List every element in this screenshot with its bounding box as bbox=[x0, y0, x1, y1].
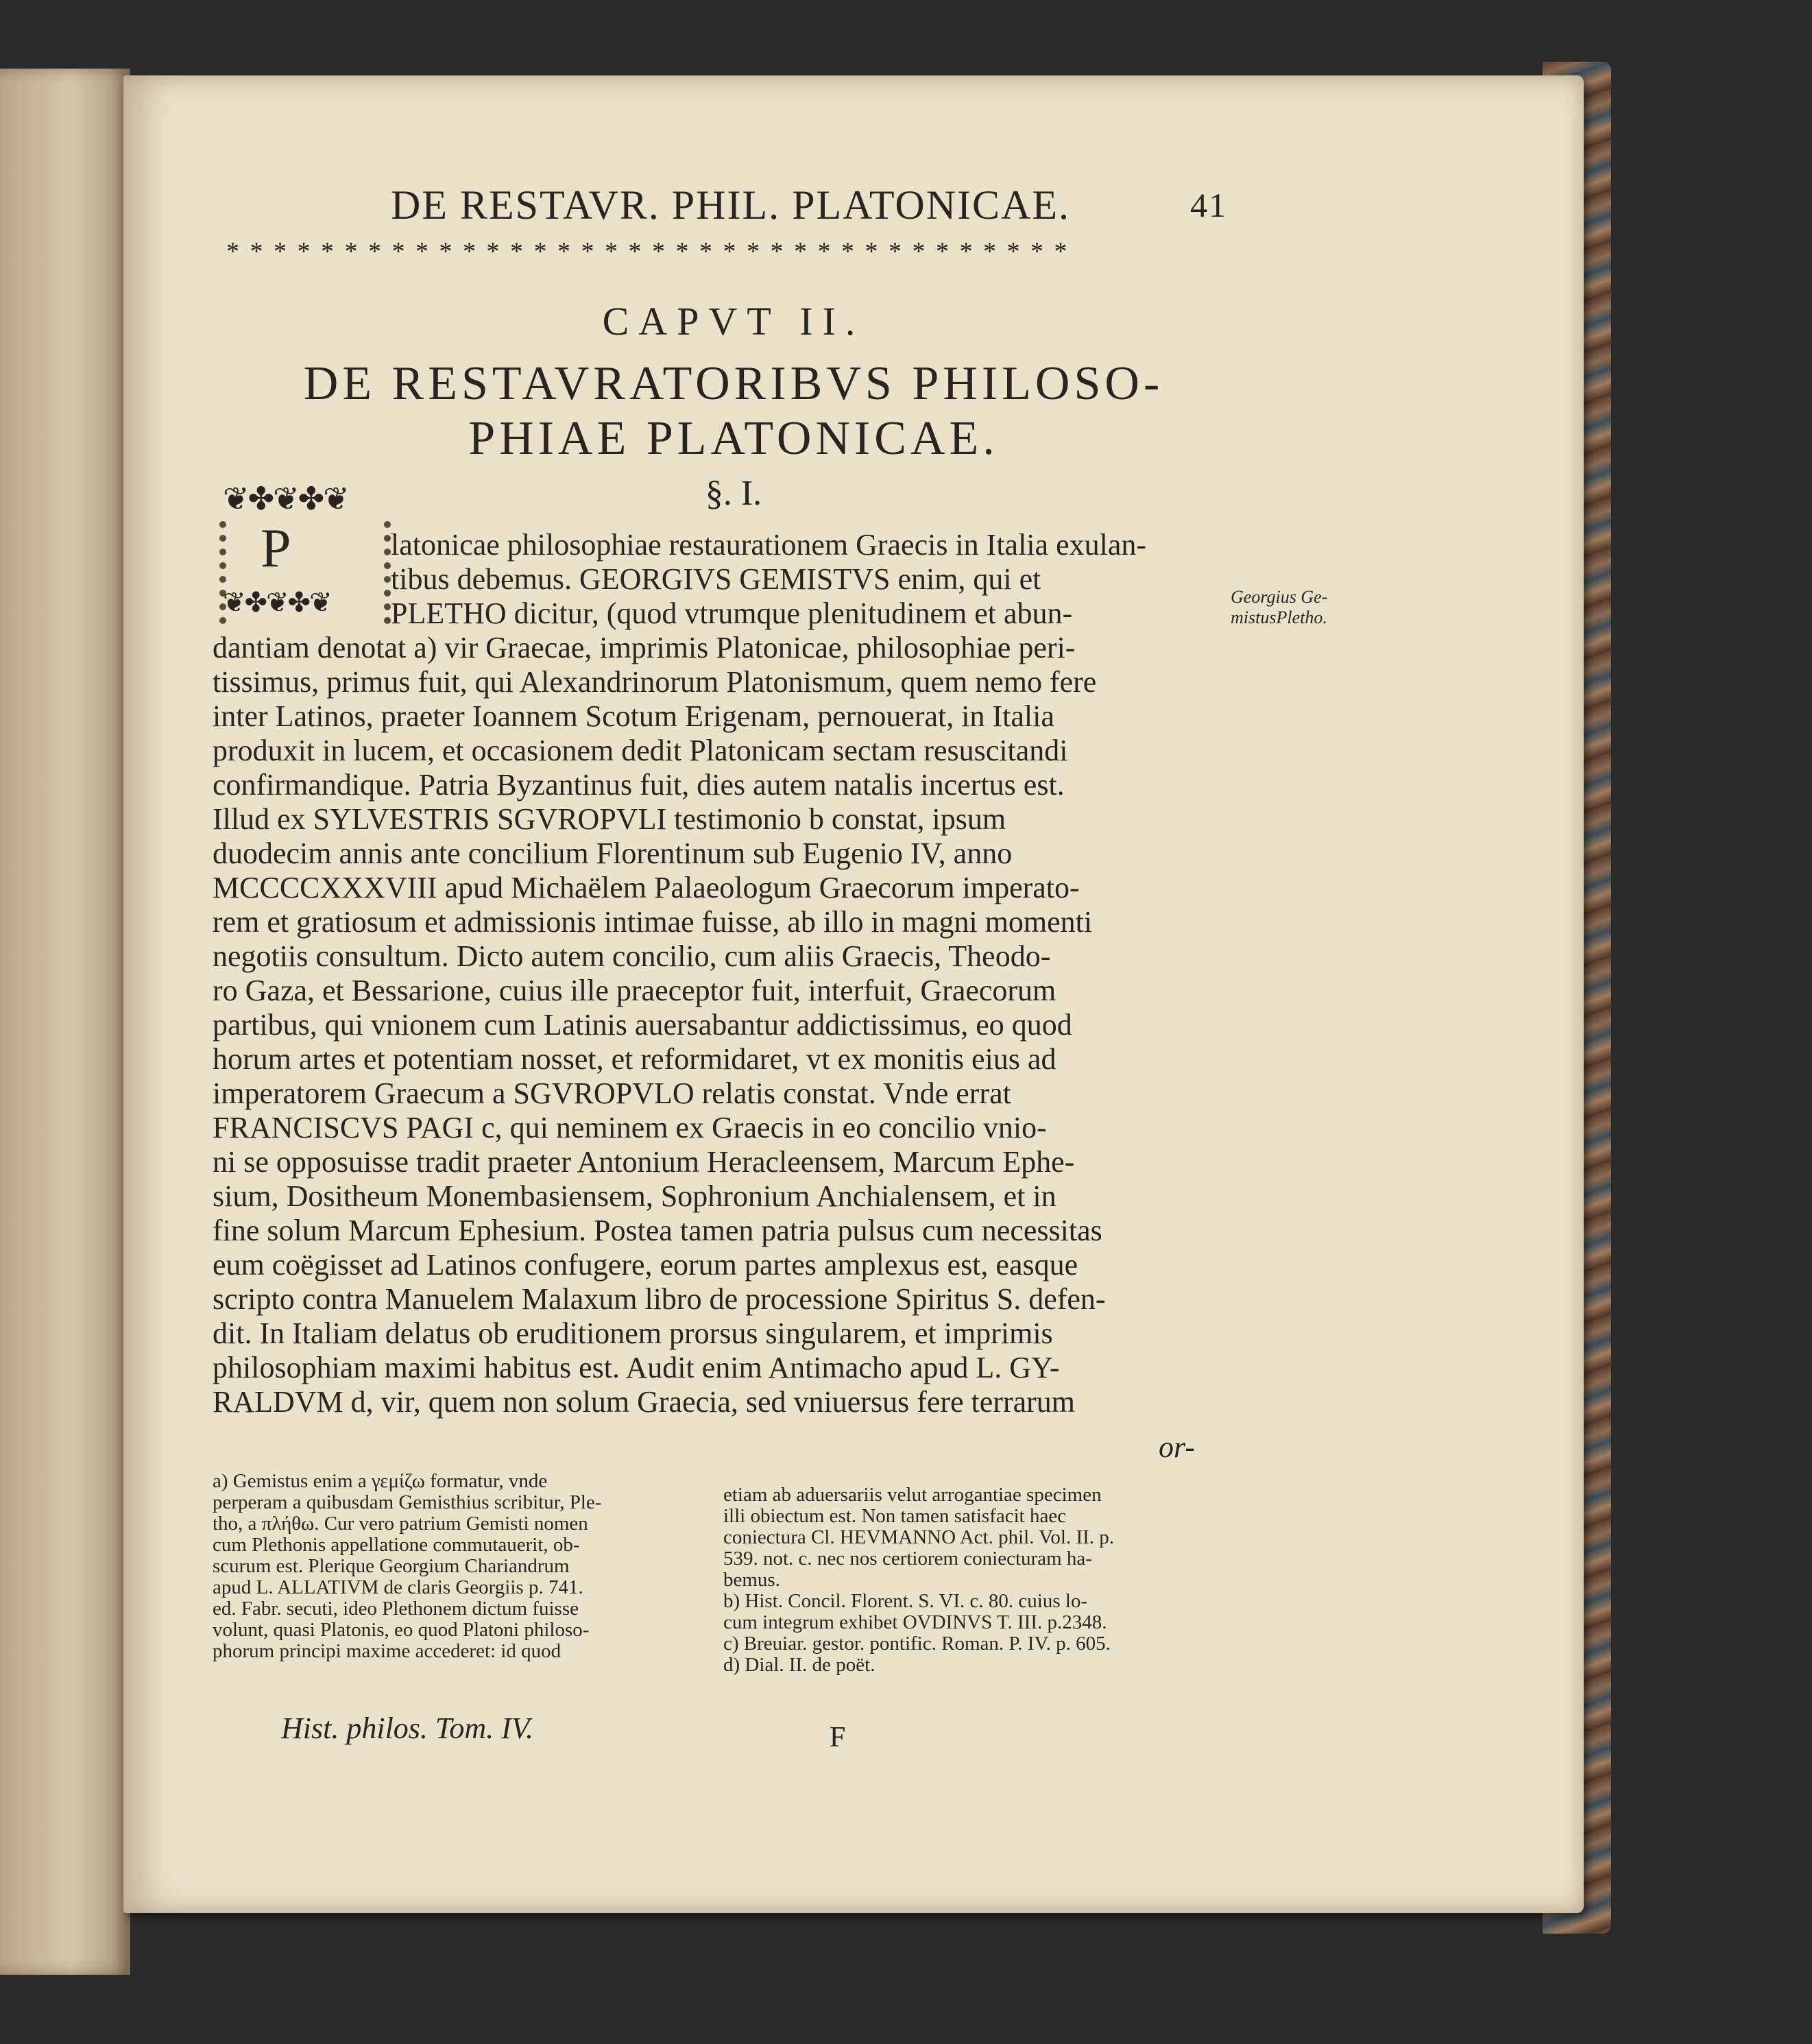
marginal-note-line-1: Georgius Ge- bbox=[1231, 587, 1328, 607]
body-line: RALDVM d, vir, quem non solum Graecia, sed vniuersus fere terrarum bbox=[213, 1385, 1076, 1419]
footnote-line: apud L. ALLATIVM de claris Georgiis p. 741. bbox=[213, 1576, 583, 1598]
footnote-line: bemus. bbox=[723, 1569, 780, 1591]
body-line: dit. In Italiam delatus ob eruditionem prorsus singularem, et imprimis bbox=[213, 1316, 1053, 1350]
footnotes-left-column bbox=[213, 1471, 689, 1662]
footnote-line: etiam ab aduersariis velut arrogantiae specimen bbox=[723, 1484, 1102, 1506]
body-line: confirmandique. Patria Byzantinus fuit, dies autem natalis incertus est. bbox=[213, 768, 1065, 802]
chapter-title-line-2: PHIAE PLATONICAE. bbox=[468, 412, 999, 465]
facing-page-edge bbox=[0, 69, 130, 1975]
body-line: tissimus, primus fuit, qui Alexandrinorum Platonismum, quem nemo fere bbox=[213, 665, 1097, 699]
body-line: dantiam denotat a) vir Graecae, imprimis Platonicae, philosophiae peri- bbox=[213, 631, 1076, 664]
footnote-line: tho, a πλήθω. Cur vero patrium Gemisti nomen bbox=[213, 1513, 588, 1535]
body-line: ni se opposuisse tradit praeter Antonium Heracleensem, Marcum Ephe- bbox=[213, 1145, 1075, 1179]
body-line: tibus debemus. GEORGIVS GEMISTVS enim, qui et bbox=[391, 562, 1041, 596]
body-line: MCCCCXXXVIII apud Michaëlem Palaeologum Graecorum imperato- bbox=[213, 871, 1080, 904]
footnote-line: b) Hist. Concil. Florent. S. VI. c. 80. cuius lo- bbox=[723, 1590, 1088, 1612]
ornament-bottom-icon: ❦✤❦✤❦ bbox=[223, 587, 331, 618]
gathering-mark: F bbox=[830, 1722, 846, 1753]
body-text bbox=[213, 528, 1220, 1419]
marginal-note bbox=[1231, 587, 1368, 628]
footnote-line: cum Plethonis appellatione commutauerit, ob- bbox=[213, 1534, 580, 1556]
body-line: eum coëgisset ad Latinos confugere, eorum partes amplexus est, easque bbox=[213, 1248, 1078, 1282]
body-line: horum artes et potentiam nosset, et reformidaret, vt ex monitis eius ad bbox=[213, 1042, 1056, 1076]
footnote-line: scurum est. Plerique Georgium Chariandrum bbox=[213, 1555, 570, 1577]
section-mark: §. I. bbox=[705, 474, 762, 513]
body-line: PLETHO dicitur, (quod vtrumque plenitudinem et abun- bbox=[391, 597, 1073, 630]
marginal-note-line-2: mistusPletho. bbox=[1231, 608, 1327, 627]
body-line: FRANCISCVS PAGI c, qui neminem ex Graecis in eo concilio vnio- bbox=[213, 1111, 1047, 1144]
body-line: philosophiam maximi habitus est. Audit enim Antimacho apud L. GY- bbox=[213, 1351, 1060, 1384]
body-line: rem et gratiosum et admissionis intimae fuisse, ab illo in magni momenti bbox=[213, 905, 1093, 939]
ornament-top-icon: ❦✤❦✤❦ bbox=[223, 481, 348, 516]
body-line: Illud ex SYLVESTRIS SGVROPVLI testimonio b constat, ipsum bbox=[213, 802, 1006, 836]
running-title: DE RESTAVR. PHIL. PLATONICAE. bbox=[391, 182, 1071, 228]
chapter-title bbox=[240, 357, 1227, 466]
footnote-line: a) Gemistus enim a γεμίζω formatur, vnde bbox=[213, 1470, 548, 1492]
footnote-line: volunt, quasi Platonis, eo quod Platoni philoso- bbox=[213, 1619, 590, 1641]
caput-heading: CAPVT II. bbox=[602, 299, 865, 344]
body-line: sium, Dositheum Monembasiensem, Sophronium Anchialensem, et in bbox=[213, 1179, 1056, 1213]
body-line: imperatorem Graecum a SGVROPVLO relatis constat. Vnde errat bbox=[213, 1077, 1011, 1110]
chapter-title-line-1: DE RESTAVRATORIBVS PHILOSO- bbox=[303, 357, 1164, 410]
footnote-line: c) Breuiar. gestor. pontific. Roman. P. IV. p. 605. bbox=[723, 1633, 1111, 1655]
footnote-line: 539. not. c. nec nos certiorem coniecturam ha- bbox=[723, 1548, 1092, 1570]
body-line: duodecim annis ante concilium Florentinum sub Eugenio IV, anno bbox=[213, 837, 1013, 870]
footnote-line: illi obiectum est. Non tamen satisfacit haec bbox=[723, 1505, 1067, 1527]
body-line: produxit in lucem, et occasionem dedit Platonicam sectam resuscitandi bbox=[213, 734, 1068, 767]
footnote-line: perperam a quibusdam Gemisthius scribitur, Ple- bbox=[213, 1491, 602, 1513]
body-line: scripto contra Manuelem Malaxum libro de processione Spiritus S. defen- bbox=[213, 1282, 1106, 1316]
footnote-line: d) Dial. II. de poët. bbox=[723, 1654, 875, 1676]
body-line: negotiis consultum. Dicto autem concilio, cum aliis Graecis, Theodo- bbox=[213, 939, 1051, 973]
volume-signature: Hist. philos. Tom. IV. bbox=[281, 1711, 533, 1745]
footnote-line: coniectura Cl. HEVMANNO Act. phil. Vol. II. p. bbox=[723, 1526, 1115, 1548]
initial-letter: P bbox=[261, 518, 291, 579]
body-line: fine solum Marcum Ephesium. Postea tamen patria pulsus cum necessitas bbox=[213, 1214, 1102, 1247]
footnote-line: cum integrum exhibet OVDINVS T. III. p.2348. bbox=[723, 1611, 1107, 1633]
catchword: or- bbox=[1159, 1430, 1195, 1464]
footnotes-right-column bbox=[723, 1484, 1203, 1676]
footnote-line: ed. Fabr. secuti, ideo Plethonem dictum fuisse bbox=[213, 1598, 579, 1620]
body-line: latonicae philosophiae restaurationem Graecis in Italia exulan- bbox=[391, 528, 1146, 562]
footnote-line: phorum principi maxime accederet: id quod bbox=[213, 1640, 561, 1662]
body-line: inter Latinos, praeter Ioannem Scotum Erigenam, pernouerat, in Italia bbox=[213, 699, 1054, 733]
star-rule: * * * * * * * * * * * * * * * * * * * * * * * * * * * * * * * * * * * * bbox=[226, 237, 1070, 266]
body-line: partibus, qui vnionem cum Latinis auersabantur addictissimus, eo quod bbox=[213, 1008, 1072, 1042]
page-number: 41 bbox=[1190, 186, 1227, 224]
body-line: ro Gaza, et Bessarione, cuius ille praeceptor fuit, interfuit, Graecorum bbox=[213, 974, 1056, 1007]
